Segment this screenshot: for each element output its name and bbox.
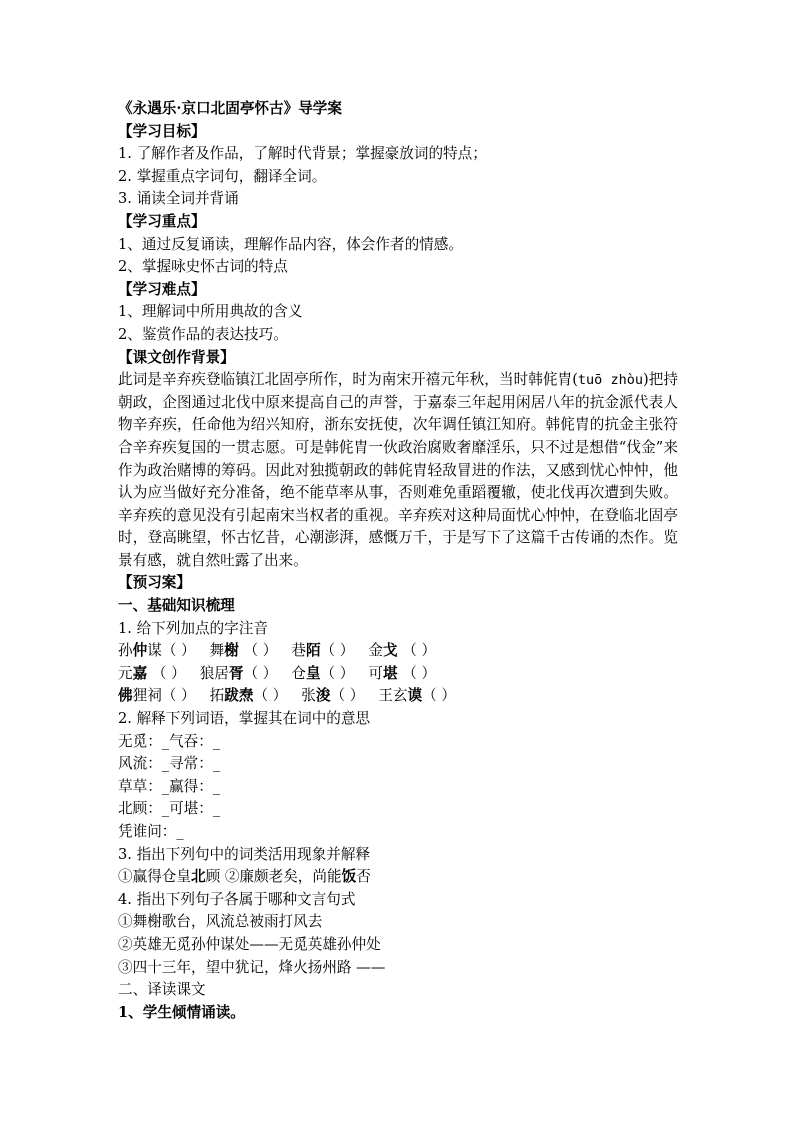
q3-title: 3. 指出下列句中的词类活用现象并解释 (118, 845, 371, 863)
doc-title: 《永遇乐·京口北固亭怀古》导学案 (118, 100, 342, 117)
dotted-char: 浚 (315, 687, 331, 705)
goal-item: 3. 诵读全词并背诵 (118, 190, 239, 208)
dotted-char: 陌 (305, 642, 321, 660)
q3-item: ①赢得仓皇北顾 ②廉颇老矣，尚能饭否 (118, 868, 371, 886)
dotted-char: 戈 (382, 642, 398, 660)
dotted-char: 饭 (341, 868, 357, 886)
q4-item: ③四十三年，望中犹记，烽火扬州路 —— (118, 958, 386, 976)
section2-item: 1、学生倾情诵读。 (118, 1003, 245, 1021)
q2-row: 北顾：_可堪：_ (118, 800, 221, 818)
dotted-char: 仲 (132, 642, 148, 660)
dotted-char: 谟 (407, 687, 423, 705)
q2-title: 2. 解释下列词语，掌握其在词中的意思 (118, 710, 371, 728)
q1-row: 佛狸祠（ ） 拓跋焘（ ） 张浚（ ） 王玄谟（ ） (118, 687, 456, 705)
dotted-char: 堪 (382, 664, 398, 682)
key-point-item: 1、通过反复诵读，理解作品内容，体会作者的情感。 (118, 235, 463, 253)
document-page (118, 98, 678, 1024)
background-text-1: 此词是辛弃疾登临镇江北固亭所作，时为南宋开禧元年秋，当时韩侂胄( (118, 371, 578, 389)
preview-heading: 【预习案】 (118, 574, 191, 592)
q2-row: 草草：_赢得：_ (118, 777, 221, 795)
goals-heading: 【学习目标】 (118, 122, 206, 140)
difficulties-heading: 【学习难点】 (118, 280, 206, 298)
q2-row: 凭谁问：_ (118, 823, 184, 840)
difficulty-item: 1、理解词中所用典故的含义 (118, 303, 303, 321)
dotted-char: 北 (190, 868, 206, 886)
q1-row: 孙仲谋（ ） 舞榭 （ ） 巷陌（ ） 金戈 （ ） (118, 642, 437, 660)
pinyin-annotation: tuō zhòu (577, 372, 643, 389)
q2-row: 风流：_寻常：_ (118, 755, 221, 773)
goal-item: 2. 掌握重点字词句，翻译全词。 (118, 167, 327, 185)
dotted-char: 跋焘 (224, 687, 254, 705)
q4-item: ②英雄无觅孙仲谋处——无觅英雄孙仲处 (118, 935, 381, 953)
q2-row: 无觅：_气吞：_ (118, 732, 221, 750)
dotted-char: 胥 (228, 664, 244, 682)
background-text-2: )把持朝政，企图通过北伐中原来提高自己的声誉，于嘉泰三年起用闲居八年的抗金派代表人物辛弃疾，任命他为绍兴知府，浙东安抚使，次年调任镇江知府。韩侂胄的抗金主张符合辛弃疾复国的一贯志愿。可是韩侂胄一伙政治腐败奢靡淫乐，只不过是想借“伐金”来作为政治赌博的筹码。因此对独揽朝政的韩侂胄轻敌冒进的作法，又感到忧心忡忡，他认为应当做好充分准备，绝不能草率从事，否则难免重蹈覆辙，使北伐再次遭到失败。辛弃疾的意见没有引起南宋当权者的重视。辛弃疾对这种局面忧心忡忡，在登临北固亭时，登高眺望，怀古忆昔，心潮澎湃，感慨万千，于是写下了这篇千古传诵的杰作。览景有感，就自然吐露了出来。 (118, 371, 678, 569)
difficulty-item: 2、鉴赏作品的表达技巧。 (118, 325, 288, 343)
q1-title: 1. 给下列加点的字注音 (118, 619, 268, 637)
goal-item: 1. 了解作者及作品，了解时代背景；掌握豪放词的特点； (118, 145, 487, 163)
q4-title: 4. 指出下列句子各属于哪种文言句式 (118, 890, 356, 908)
dotted-char: 佛 (118, 687, 133, 705)
q4-item: ①舞榭歌台，风流总被雨打风去 (118, 913, 323, 931)
q1-row: 元嘉 （ ） 狼居胥（ ） 仓皇（ ） 可堪 （ ） (118, 664, 437, 682)
background-paragraph (118, 369, 678, 572)
dotted-char: 榭 (224, 642, 239, 660)
background-heading: 【课文创作背景】 (118, 348, 235, 366)
section2-title: 二、译读课文 (118, 981, 206, 999)
key-point-item: 2、掌握咏史怀古词的特点 (118, 258, 288, 276)
key-points-heading: 【学习重点】 (118, 212, 206, 230)
dotted-char: 皇 (305, 664, 321, 682)
dotted-char: 嘉 (132, 664, 148, 682)
section1-title: 一、基础知识梳理 (118, 597, 235, 615)
